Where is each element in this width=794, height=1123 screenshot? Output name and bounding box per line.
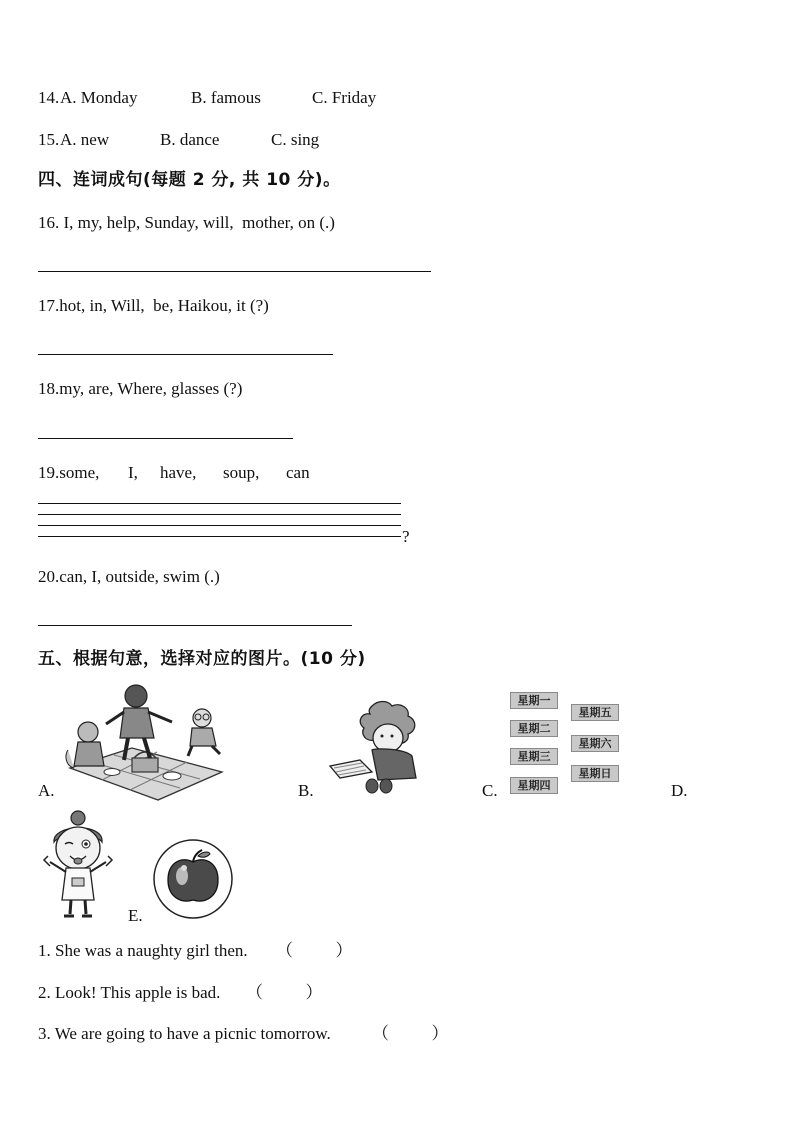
sentence-text: 1. She was a naughty girl then.: [38, 941, 248, 960]
q19-word: 19.some,: [38, 463, 100, 482]
q19-answer-line[interactable]: [38, 514, 401, 515]
q20-answer-line[interactable]: [38, 625, 352, 626]
weekday-label: 星期一: [510, 692, 558, 709]
q19-end-mark: ?: [402, 527, 410, 546]
q15-option-c: C. sing: [271, 130, 320, 149]
q16-prompt: 16. I, my, help, Sunday, will, mother, on (.): [38, 213, 335, 232]
q19-word: have,: [160, 463, 197, 482]
q15-number: 15.: [38, 130, 60, 149]
q14-option-c: C. Friday: [312, 88, 377, 107]
weekday-label: 星期日: [571, 765, 619, 782]
picture-b-label: B.: [298, 781, 314, 800]
weekday-label: 星期四: [510, 777, 558, 794]
weekday-label: 星期六: [571, 735, 619, 752]
picture-c-label: C.: [482, 781, 498, 800]
q14-option-a: A. Monday: [60, 88, 138, 107]
picture-e-label: E.: [128, 906, 143, 925]
picnic-picture: [62, 680, 226, 802]
answer-blank[interactable]: （ ）: [276, 941, 353, 960]
sentence-text: 2. Look! This apple is bad.: [38, 983, 221, 1002]
q16-answer-line[interactable]: [38, 271, 431, 272]
naughty-girl-picture: [38, 808, 118, 922]
section-5-title: 五、根据句意，选择对应的图片。(10 分): [38, 649, 366, 669]
q19-word: can: [286, 463, 310, 482]
q19-answer-line[interactable]: [38, 525, 401, 526]
q14-option-b: B. famous: [191, 88, 261, 107]
reading-child-picture: [326, 700, 430, 796]
q19-answer-line[interactable]: [38, 503, 401, 504]
q17-prompt: 17.hot, in, Will, be, Haikou, it (?): [38, 296, 269, 315]
picture-d-label: D.: [671, 781, 688, 800]
picture-a-label: A.: [38, 781, 55, 800]
q18-answer-line[interactable]: [38, 438, 293, 439]
weekday-label: 星期三: [510, 748, 558, 765]
q20-prompt: 20.can, I, outside, swim (.): [38, 567, 220, 586]
answer-blank[interactable]: （ ）: [372, 1024, 449, 1043]
weekday-label: 星期二: [510, 720, 558, 737]
q15-option-a: A. new: [60, 130, 110, 149]
q19-word: I,: [128, 463, 138, 482]
weekday-label: 星期五: [571, 704, 619, 721]
q15-option-b: B. dance: [160, 130, 220, 149]
q19-answer-line[interactable]: [38, 536, 401, 537]
q19-word: soup,: [223, 463, 260, 482]
bad-apple-picture: [152, 838, 234, 920]
sentence-text: 3. We are going to have a picnic tomorrow.: [38, 1024, 331, 1043]
q14-number: 14.: [38, 88, 60, 107]
q18-prompt: 18.my, are, Where, glasses (?): [38, 379, 243, 398]
section-4-title: 四、连词成句(每题 2 分, 共 10 分)。: [38, 170, 341, 190]
answer-blank[interactable]: （ ）: [246, 983, 323, 1002]
q17-answer-line[interactable]: [38, 354, 333, 355]
